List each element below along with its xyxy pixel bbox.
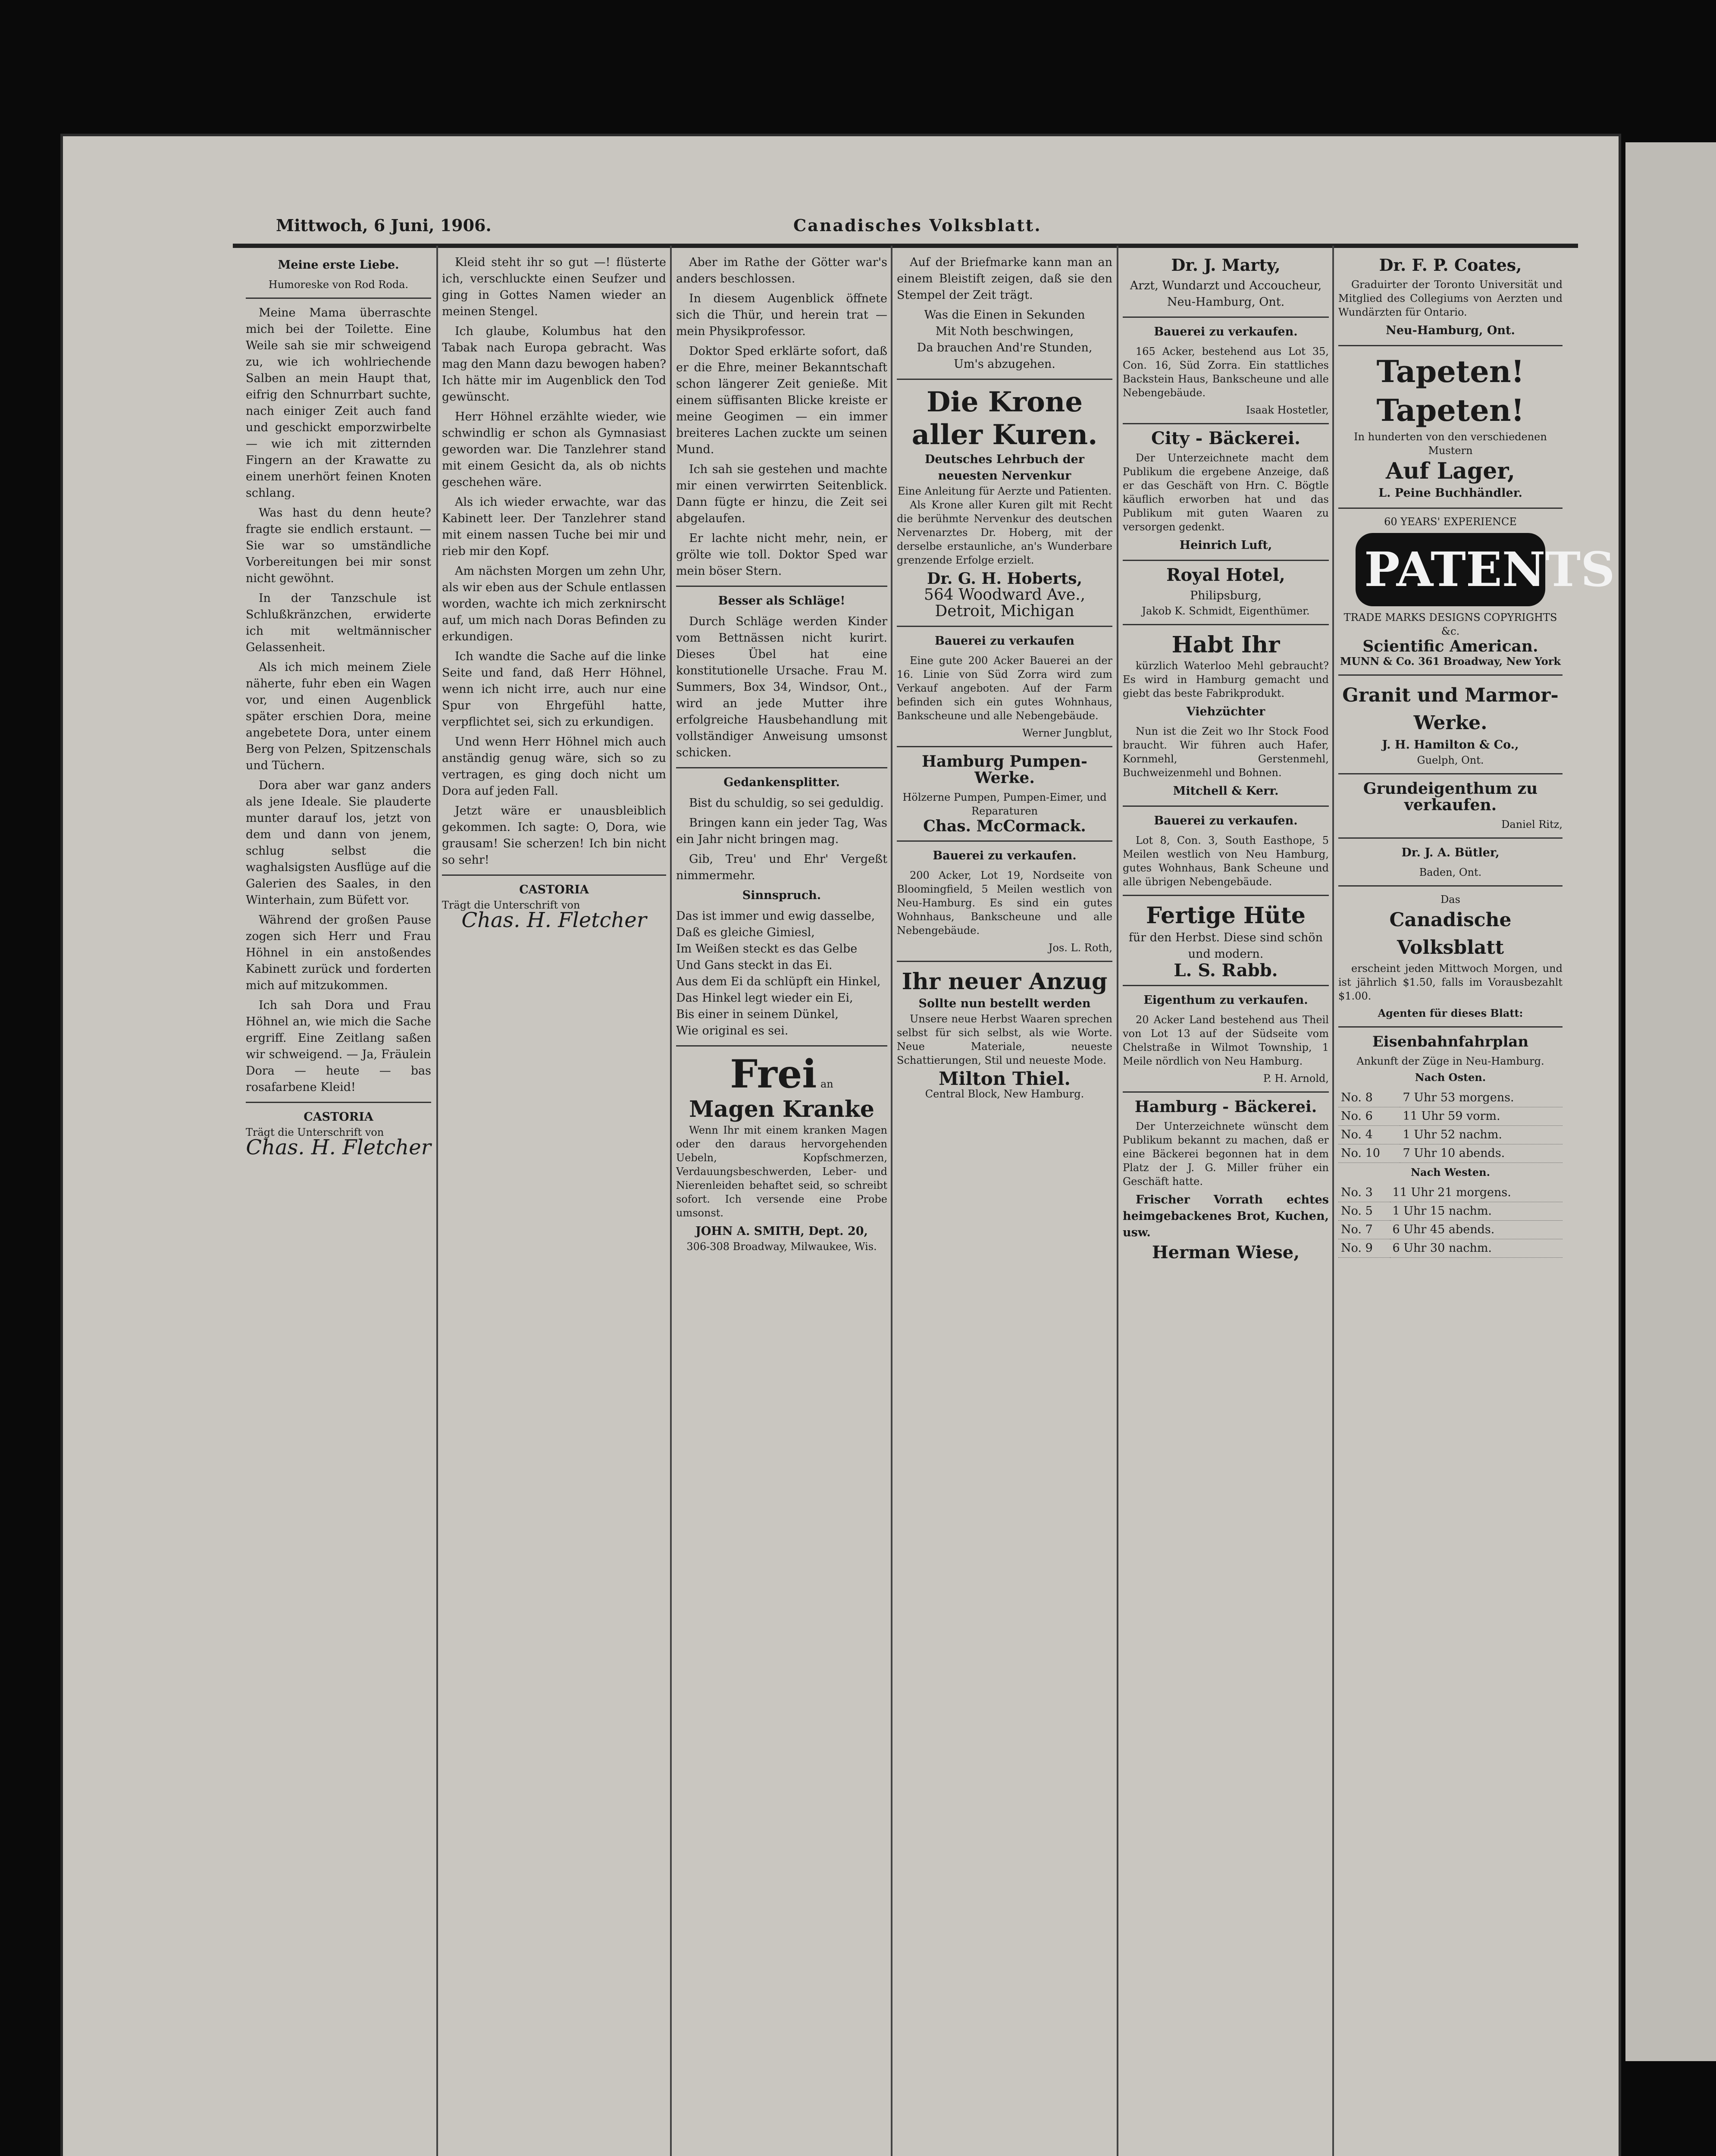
patents-experience: 60 YEARS' EXPERIENCE	[1384, 516, 1517, 528]
table-row	[1338, 1184, 1563, 1202]
property-signature: P. H. Arnold,	[1263, 1072, 1329, 1084]
masthead-rule	[233, 244, 1578, 248]
paragraph: Jetzt wäre er unausbleiblich gekommen. Ich sagte: O, Dora, wie grausam! Sie scherzen! Ich bin nicht so sehr!	[442, 804, 666, 867]
doctor-address: 564 Woodward Ave.,	[924, 586, 1086, 604]
patents-logo: PATENTS	[1356, 533, 1545, 606]
bakery-text: Der Unterzeichnete macht dem Publikum die ergebene Anzeige, daß er das Geschäft von Hrn. C. Bögtle käuflich erworben hat und das Publikum mit guten Waaren zu versorgen gedenkt.	[1123, 452, 1329, 533]
paragraph: Ich sah sie gestehen und machte mir einen verwirrten Seitenblick. Dann fügte er hinzu, die Zeit sei abgelaufen.	[676, 463, 887, 525]
issue-date: Mittwoch, 6 Juni, 1906.	[276, 216, 492, 235]
patents-marks: TRADE MARKS DESIGNS COPYRIGHTS &c.	[1343, 611, 1557, 637]
paragraph: Aber im Rathe der Götter war's anders beschlossen.	[676, 256, 887, 285]
ad-subtitle-2: Eine Anleitung für Aerzte und Patienten.	[897, 485, 1112, 497]
property-text: 20 Acker Land bestehend aus Theil von Lot 13 auf der Südseite vom Chelstraße in Wilmot Township, 1 Meile nördlich von Neu Hamburg.	[1123, 1014, 1329, 1067]
ad-headline-suffix: an	[820, 1078, 833, 1090]
paragraph: Auf der Briefmarke kann man an einem Bleistift zeigen, daß sie den Stempel der Zeit trägt.	[897, 256, 1112, 302]
train-number: No. 10	[1338, 1144, 1400, 1163]
train-time: 7 Uhr 53 morgens.	[1400, 1089, 1563, 1107]
farm2-text: 200 Acker, Lot 19, Nordseite von Bloomingfield, 5 Meilen westlich von Neu-Hamburg. Es sind ein gutes Wohnhaus, Bankscheune und alle Nebengebäude.	[897, 869, 1112, 937]
suit-title: Ihr neuer Anzug	[902, 968, 1108, 995]
bakery2-title: Hamburg - Bäckerei.	[1134, 1098, 1317, 1116]
suit-text: Unsere neue Herbst Waaren sprechen selbst für sich selbst, als wie Worte. Neue Materiale, neueste Schattierungen, Stil und neueste Mode.	[897, 1013, 1112, 1066]
cattle-text: Nun ist die Zeit wo Ihr Stock Food braucht. Wir führen auch Hafer, Kornmehl, Gerstenmehl, Buchweizenmehl und Bohnen.	[1123, 725, 1329, 779]
poem-line: Wie original es sei.	[676, 1024, 789, 1037]
train-number: No. 5	[1338, 1202, 1390, 1221]
castoria-brand: CASTORIA	[304, 1110, 373, 1124]
paper-label: Das	[1440, 893, 1460, 906]
wallpaper-title: Tapeten!	[1376, 354, 1525, 389]
east-header: Nach Osten.	[1415, 1071, 1486, 1084]
table-row	[1338, 1221, 1563, 1239]
ad-title: Magen Kranke	[689, 1096, 874, 1122]
verse-line: Mit Noth beschwingen,	[935, 325, 1074, 338]
poem-line: Im Weißen steckt es das Gelbe	[676, 942, 858, 956]
train-number: No. 4	[1338, 1126, 1400, 1144]
train-table-west	[1338, 1184, 1563, 1258]
doctor-name: Dr. G. H. Hoberts,	[927, 570, 1083, 588]
poem-line: Aus dem Ei da schlüpft ein Hinkel,	[676, 975, 881, 988]
verse-line: Was die Einen in Sekunden	[924, 308, 1085, 322]
table-row	[1338, 1202, 1563, 1221]
paragraph: Als ich wieder erwachte, war das Kabinett leer. Der Tanzlehrer stand mit einem nassen Tuche bei mir und rieb mir den Kopf.	[442, 495, 666, 558]
poem-line: Das ist immer und ewig dasselbe,	[676, 909, 875, 923]
mill-owner: Mitchell & Kerr.	[1173, 784, 1279, 798]
paragraph: Ich sah Dora und Frau Höhnel an, wie mich die Sache ergriff. Eine Zeitlang saßen wir schweigend. — Ja, Fräulein Dora — heute — bas rosafarbene Kleid!	[246, 999, 431, 1094]
doctor-subtitle: Arzt, Wundarzt und Accoucheur,	[1130, 279, 1322, 292]
train-number: No. 3	[1338, 1184, 1390, 1202]
ad-subtitle: Deutsches Lehrbuch der neuesten Nervenkur	[924, 453, 1085, 483]
masthead	[172, 216, 1487, 241]
signature-image: Chas. H. Fletcher	[461, 908, 647, 932]
farm2-signature: Jos. L. Roth,	[1048, 942, 1112, 954]
paper-name: Canadisches Volksblatt.	[793, 216, 1042, 235]
column-6	[1338, 254, 1615, 1258]
thought: Gib, Treu' und Ehr' Vergeßt nimmermehr.	[676, 852, 887, 882]
column-1	[246, 254, 431, 1159]
column-divider	[1117, 246, 1118, 2156]
poem-line: Das Hinkel legt wieder ein Ei,	[676, 991, 853, 1005]
bakery2-bread: Frischer Vorrath echtes heimgebackenes Brot, Kuchen, usw.	[1123, 1193, 1329, 1239]
train-time: 7 Uhr 10 abends.	[1400, 1144, 1563, 1163]
thought: Bist du schuldig, so sei geduldig.	[689, 796, 884, 810]
poem-line: Daß es gleiche Gimiesl,	[676, 926, 815, 939]
paragraph: Kleid steht ihr so gut —! flüsterte ich, verschluckte einen Seufzer und ging in Gottes Namen wieder an meinen Stengel.	[442, 256, 666, 318]
paragraph: In diesem Augenblick öffnete sich die Thür, und herein trat — mein Physikprofessor.	[676, 292, 887, 338]
paragraph: Dora aber war ganz anders als jene Ideale. Sie plauderte munter darauf los, jetzt von dem und dann von jenem, schlug selbst die waghalsigsten Ausflüge auf die Galerien des Saales, in den Winterhain, zum Büfett vor.	[246, 779, 431, 907]
doctor-city: Neu-Hamburg, Ont.	[1167, 295, 1285, 309]
granite-title: Granit und Marmor-Werke.	[1342, 684, 1559, 734]
ad-text: Wenn Ihr mit einem kranken Magen oder den daraus hervorgehenden Uebeln, Kopfschmerzen, Verdauungsbeschwerden, Leber- und Nierenleiden behaftet seid, so schreibt sofort. Ich versende eine Probe umsonst.	[676, 1124, 887, 1219]
verse-line: Da brauchen And're Stunden,	[917, 341, 1093, 354]
hats-title: Fertige Hüte	[1146, 903, 1306, 929]
munn-address: MUNN & Co. 361 Broadway, New York	[1340, 655, 1561, 667]
paragraph: Meine Mama überraschte mich bei der Toilette. Eine Weile sah sie mir schweigend zu, wie ich wohlriechende Salben an mein Haupt that, eifrig den Schnurrbart suchte, nach einiger Zeit auch fand und geschickt emporzwirbelte — wie ich mit zitternden Fingern an der Krawatte zu einem unerhört feinen Knoten schlang.	[246, 306, 431, 500]
ad-headline: Die Krone aller Kuren.	[911, 386, 1098, 451]
hotel-owner: Jakob K. Schmidt, Eigenthümer.	[1142, 605, 1310, 617]
train-time: 6 Uhr 45 abends.	[1390, 1221, 1563, 1239]
story-subtitle: Humoreske von Rod Roda.	[268, 279, 409, 291]
rail-subtitle: Ankunft der Züge in Neu-Hamburg.	[1356, 1055, 1544, 1067]
farm-title: Bauerei zu verkaufen.	[1154, 325, 1298, 338]
doctor-text: Graduirter der Toronto Universität und Mitglied des Collegiums von Aerzten und Wundärzten für Ontario.	[1338, 279, 1563, 318]
verse-line: Um's abzugehen.	[954, 357, 1055, 371]
column-divider	[1332, 246, 1334, 2156]
ad-sender: JOHN A. SMITH, Dept. 20,	[695, 1225, 868, 1238]
suit-subtitle: Sollte nun bestellt werden	[918, 997, 1091, 1010]
ad-address: 306-308 Broadway, Milwaukee, Wis.	[686, 1241, 877, 1253]
table-row	[1338, 1107, 1563, 1126]
story-title: Meine erste Liebe.	[278, 258, 399, 272]
paragraph: Ich wandte die Sache auf die linke Seite und fand, daß Herr Höhnel, wenn ich nicht irre, auch nur eine Spur von Ehrgefühl hatte, verpflichtet sei, sich zu erkundigen.	[442, 650, 666, 729]
doctor2-title: Dr. J. A. Bütler,	[1401, 846, 1500, 859]
granite-owner: J. H. Hamilton & Co.,	[1382, 738, 1519, 752]
train-number: No. 8	[1338, 1089, 1400, 1107]
bakery2-owner: Herman Wiese,	[1152, 1242, 1300, 1263]
train-time: 6 Uhr 30 nachm.	[1390, 1239, 1563, 1258]
bakery-owner: Heinrich Luft,	[1179, 539, 1272, 552]
paragraph: Und wenn Herr Höhnel mich auch anständig genug wäre, sich so zu vertragen, es ging doch nicht um Dora auf jeden Fall.	[442, 735, 666, 798]
wallpaper-owner: L. Peine Buchhändler.	[1378, 486, 1522, 500]
column-divider	[670, 246, 672, 2156]
paragraph: Während der großen Pause zogen sich Herr und Frau Höhnel in ein anstoßendes Kabinett zurück und forderten mich auf mitzukommen.	[246, 913, 431, 992]
doctor-title: Dr. J. Marty,	[1171, 255, 1281, 275]
ad-text: Als Krone aller Kuren gilt mit Recht die berühmte Nervenkur des deutschen Nervenarztes Dr. Hoberg, mit der derselbe erstaunliche, an's Wunderbare grenzende Erfolge erzielt.	[897, 499, 1112, 566]
habt-text: kürzlich Waterloo Mehl gebraucht? Es wird in Hamburg gemacht und giebt das beste Fabrikprodukt.	[1123, 660, 1329, 699]
column-2	[442, 254, 666, 932]
thoughts-title: Gedankensplitter.	[723, 776, 840, 789]
table-row	[1338, 1144, 1563, 1163]
pump-text: Hölzerne Pumpen, Pumpen-Eimer, und Reparaturen	[902, 791, 1107, 817]
wallpaper-title-2: Tapeten!	[1376, 392, 1525, 428]
tailor-name: Milton Thiel.	[938, 1068, 1071, 1089]
doctor-title: Dr. F. P. Coates,	[1379, 255, 1522, 275]
paragraph: Er lachte nicht mehr, nein, er grölte wie toll. Doktor Sped war mein böser Stern.	[676, 532, 887, 578]
wallpaper-text: In hunderten von den verschiedenen Mustern	[1354, 431, 1547, 457]
bakery2-text: Der Unterzeichnete wünscht dem Publikum bekannt zu machen, daß er eine Bäckerei begonnen hat in dem Platz der J. G. Miller früher ein Geschäft hatte.	[1123, 1120, 1329, 1188]
scientific-american: Scientific American.	[1362, 637, 1538, 655]
farm-signature: Isaak Hostetler,	[1246, 404, 1329, 416]
column-3	[676, 254, 887, 1253]
paragraph: Was hast du denn heute? fragte sie endlich erstaunt. — Sie war so umständliche Vorbereitungen bei mir sonst nicht gewöhnt.	[246, 506, 431, 585]
farm-text: 165 Acker, bestehend aus Lot 35, Con. 16, Süd Zorra. Ein stattliches Backstein Haus, Bankscheune und alle Nebengebäude.	[1123, 345, 1329, 399]
signature-image: Chas. H. Fletcher	[246, 1135, 431, 1159]
paragraph: Herr Höhnel erzählte wieder, wie schwindlig er schon als Gymnasiast geworden war. Die Tanzlehrer stand mit einem Gesicht da, als ob nichts geschehen wäre.	[442, 410, 666, 489]
paper-text: erscheint jeden Mittwoch Morgen, und ist jährlich $1.50, falls im Vorausbezahlt $1.00.	[1338, 962, 1563, 1002]
farm2-title: Bauerei zu verkaufen.	[933, 849, 1077, 862]
hotel-city: Philipsburg,	[1190, 589, 1262, 602]
farm-signature: Werner Jungblut,	[1022, 727, 1112, 739]
doctor-city: Neu-Hamburg, Ont.	[1386, 324, 1515, 337]
wallpaper-stock: Auf Lager,	[1385, 458, 1516, 484]
table-row	[1338, 1126, 1563, 1144]
hats-text: für den Herbst. Diese sind schön und modern.	[1128, 931, 1323, 961]
paper-title: Canadische Volksblatt	[1389, 909, 1512, 959]
paragraph: Als ich mich meinem Ziele näherte, fuhr eben ein Wagen vor, und einen Augenblick später erschien Dora, meine angebetete Dora, unter einem Berg von Pelzen, Spitzenschals und Tüchern.	[246, 661, 431, 772]
column-divider	[891, 246, 892, 2156]
estate-signature: Daniel Ritz,	[1501, 818, 1563, 830]
box-text: Durch Schläge werden Kinder vom Bettnässen nicht kurirt. Dieses Übel hat eine konstitutionelle Ursache. Frau M. Summers, Box 34, Windsor, Ont., wird an jede Mutter ihre erfolgreiche Hausbehandlung mit vollständiger Anweisung umsonst schicken.	[676, 615, 887, 759]
farm2-title: Bauerei zu verkaufen.	[1154, 814, 1298, 827]
castoria-brand: CASTORIA	[519, 883, 589, 896]
doctor-city: Detroit, Michigan	[935, 602, 1074, 620]
train-time: 11 Uhr 21 morgens.	[1390, 1184, 1563, 1202]
paragraph: In der Tanzschule ist Schlußkränzchen, erwiderte ich mit weltmännischer Gelassenheit.	[246, 592, 431, 654]
table-row	[1338, 1089, 1563, 1107]
table-row	[1338, 1239, 1563, 1258]
poem-line: Und Gans steckt in das Ei.	[676, 959, 833, 972]
farm2-text: Lot 8, Con. 3, South Easthope, 5 Meilen westlich von Neu Hamburg, gutes Wohnhaus, Bank Scheune und alle übrigen Nebengebäude.	[1123, 834, 1329, 888]
property-title: Eigenthum zu verkaufen.	[1143, 993, 1308, 1007]
agents-title: Agenten für dieses Blatt:	[1378, 1007, 1523, 1019]
column-divider	[436, 246, 438, 2156]
hats-owner: L. S. Rabb.	[1174, 960, 1278, 981]
train-table-east	[1338, 1089, 1563, 1163]
cattle-title: Viehzüchter	[1186, 705, 1265, 718]
tailor-address: Central Block, New Hamburg.	[925, 1088, 1084, 1100]
paragraph: Doktor Sped erklärte sofort, daß er die Ehre, meiner Bekanntschaft schon längerer Zeit genieße. Mit einem süffisanten Blicke kreiste er meine Geogimen — ein immer breiteres Lachen zuckte um seinen Mund.	[676, 345, 887, 456]
train-time: 1 Uhr 15 nachm.	[1390, 1202, 1563, 1221]
adjacent-page-edge	[1625, 142, 1716, 2061]
column-5	[1123, 254, 1329, 1261]
poem-line: Bis einer in seinem Dünkel,	[676, 1008, 839, 1021]
castoria-text: Trägt die Unterschrift von	[442, 899, 580, 911]
hotel-title: Royal Hotel,	[1166, 565, 1285, 585]
train-number: No. 7	[1338, 1221, 1390, 1239]
column-4	[897, 254, 1112, 1101]
farm-title: Bauerei zu verkaufen	[935, 634, 1074, 648]
ad-headline: Frei	[730, 1051, 817, 1097]
castoria-text: Trägt die Unterschrift von	[246, 1126, 384, 1138]
farm-text: Eine gute 200 Acker Bauerei an der 16. Linie von Süd Zorra wird zum Verkauf angeboten. Auf der Farm befinden sich ein gutes Wohnhaus, Bankscheune und alle Nebengebäude.	[897, 655, 1112, 722]
paragraph: Am nächsten Morgen um zehn Uhr, als wir eben aus der Schule entlassen worden, wachte ich mich zerknirscht auf, um mich nach Doras Befinden zu erkundigen.	[442, 564, 666, 643]
thought: Bringen kann ein jeder Tag, Was ein Jahr nicht bringen mag.	[676, 816, 887, 846]
train-time: 1 Uhr 52 nachm.	[1400, 1126, 1563, 1144]
pump-owner: Chas. McCormack.	[923, 817, 1086, 835]
box-title: Besser als Schläge!	[718, 594, 845, 608]
granite-city: Guelph, Ont.	[1417, 754, 1484, 766]
doctor2-city: Baden, Ont.	[1419, 866, 1482, 878]
train-number: No. 9	[1338, 1239, 1390, 1258]
habt-title: Habt Ihr	[1171, 632, 1280, 658]
train-time: 11 Uhr 59 vorm.	[1400, 1107, 1563, 1126]
poem-title: Sinnspruch.	[742, 889, 821, 902]
estate-title: Grundeigenthum zu verkaufen.	[1363, 780, 1538, 814]
west-header: Nach Westen.	[1411, 1166, 1490, 1178]
train-number: No. 6	[1338, 1107, 1400, 1126]
bakery-title: City - Bäckerei.	[1151, 428, 1301, 448]
rail-title: Eisenbahnfahrplan	[1372, 1033, 1529, 1050]
paragraph: Ich glaube, Kolumbus hat den Tabak nach Europa gebracht. Was mag den Mann dazu bewogen haben? Ich hätte mir im Augenblick den Tod gewünscht.	[442, 325, 666, 404]
pump-title: Hamburg Pumpen-Werke.	[922, 752, 1087, 787]
